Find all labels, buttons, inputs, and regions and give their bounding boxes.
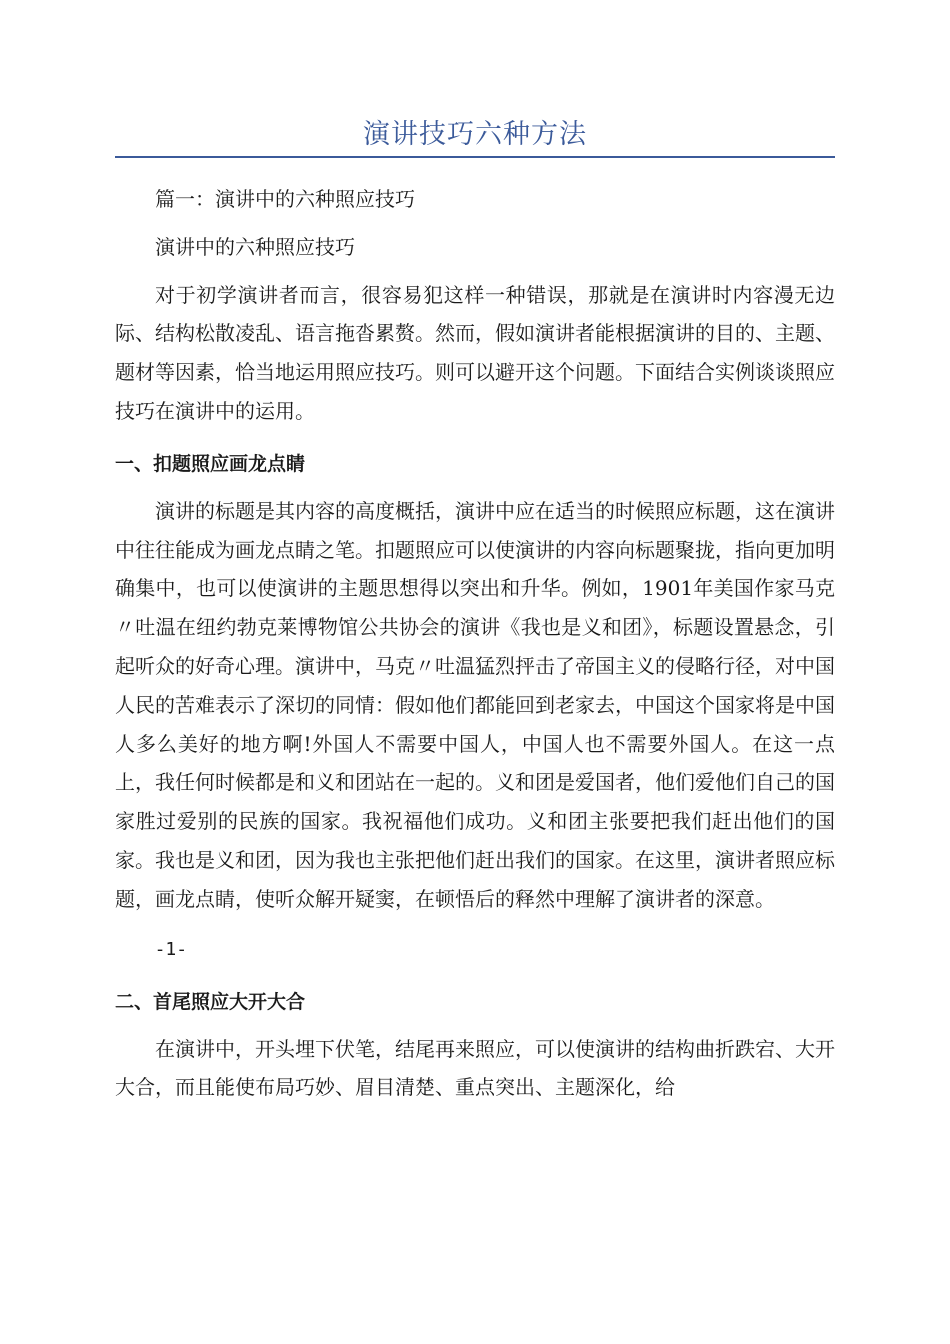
document-title: 演讲技巧六种方法 (363, 119, 587, 150)
section-body-1: 演讲的标题是其内容的高度概括，演讲中应在适当的时候照应标题，这在演讲中往往能成为画龙点睛之笔。扣题照应可以使演讲的内容向标题聚拢，指向更加明确集中，也可以使演讲的主题思想得以突出和升华。例如，1901年美国作家马克〃吐温在纽约勃克莱博物馆公共协会的演讲《我也是义和团》，标题设置悬念，引起听众的好奇心理。演讲中，马克〃吐温猛烈抨击了帝国主义的侵略行径，对中国人民的苦难表示了深切的同情：假如他们都能回到老家去，中国这个国家将是中国人多么美好的地方啊!外国人不需要中国人，中国人也不需要外国人。在这一点上，我任何时候都是和义和团站在一起的。义和团是爱国者，他们爱他们自己的国家胜过爱别的民族的国家。我祝福他们成功。义和团主张要把我们赶出他们的国家。我也是义和团，因为我也主张把他们赶出我们的国家。在这里，演讲者照应标题，画龙点睛，使听众解开疑窦，在顿悟后的释然中理解了演讲者的深意。 (115, 498, 835, 911)
section-heading-2: 二、首尾照应大开大合 (115, 990, 306, 1013)
section-body-2: 在演讲中，开头埋下伏笔，结尾再来照应，可以使演讲的结构曲折跌宕、大开大合，而且能使布局巧妙、眉目清楚、重点突出、主题深化，给 (115, 1036, 835, 1100)
section-heading-1: 一、扣题照应画龙点睛 (115, 452, 306, 475)
subtitle-secondary: 演讲中的六种照应技巧 (155, 234, 355, 259)
title-underline (115, 156, 835, 158)
document-page (115, 0, 835, 1107)
intro-paragraph: 对于初学演讲者而言，很容易犯这样一种错误，那就是在演讲时内容漫无边际、结构松散凌乱、语言拖沓累赘。然而，假如演讲者能根据演讲的目的、主题、题材等因素，恰当地运用照应技巧。则可以避开这个问题。下面结合实例谈谈照应技巧在演讲中的运用。 (115, 282, 835, 423)
subtitle: 篇一：演讲中的六种照应技巧 (155, 187, 415, 211)
page-number: -1- (154, 938, 188, 960)
